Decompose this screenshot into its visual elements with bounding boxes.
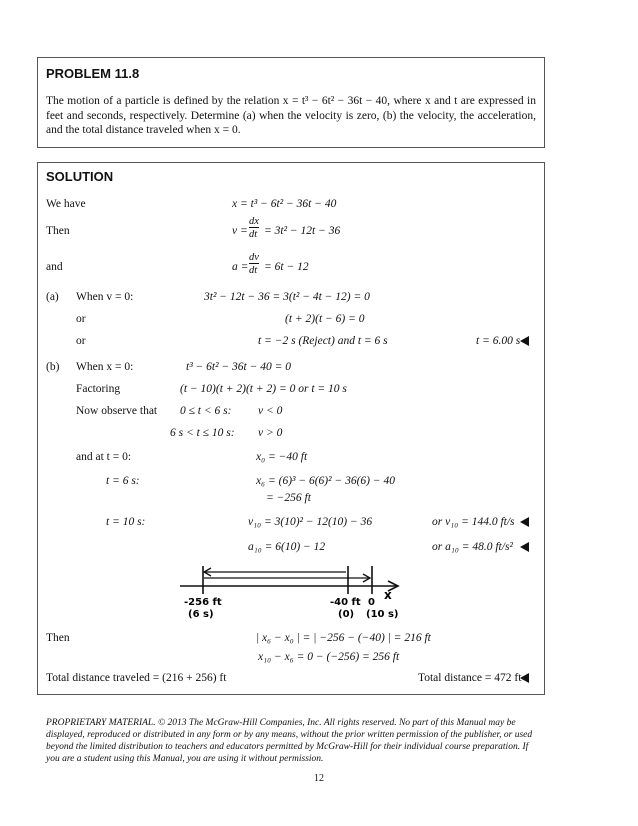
copyright-footer: PROPRIETARY MATERIAL. © 2013 The McGraw-Hill Companies, Inc. All rights reserved. No part of this Manual may be displayed, reproduced or distributed in any form or by any means, without the prior written permission of the publisher, or used beyond the limited distribution to teachers and educators permitted by McGraw-Hill for their individual course preparation. If you are a student using this Manual, you are using it without permission. bbox=[46, 718, 533, 764]
range-2-result: v > 0 bbox=[258, 427, 283, 439]
acceleration-lhs: a = bbox=[232, 261, 249, 273]
range-1-result: v < 0 bbox=[258, 405, 283, 417]
velocity-derivative-numerator: dx bbox=[249, 216, 259, 227]
problem-statement: The motion of a particle is defined by the relation x = t³ − 6t² − 36t − 40, where x and t are expressed in feet and seconds, respectively. Determine (a) when the velocity is zero, (b) the velocity, the acceleration, and the total distance traveled when x = 0. bbox=[46, 95, 536, 136]
x0-equation: x₀ = −40 ft bbox=[256, 451, 308, 463]
v10-equation: v₁₀ = 3(10)² − 12(10) − 36 bbox=[248, 516, 373, 528]
distance-equation-1: | x₆ − x₀ | = | −256 − (−40) | = 216 ft bbox=[256, 632, 431, 644]
part-b-equation-1: t³ − 6t² − 36t − 40 = 0 bbox=[186, 361, 292, 373]
label-minus-256: -256 ft bbox=[184, 597, 222, 608]
x6-result: = −256 ft bbox=[266, 492, 311, 504]
problem-title: PROBLEM 11.8 bbox=[46, 66, 140, 81]
position-diagram bbox=[170, 558, 410, 620]
part-a-label: (a) bbox=[46, 291, 59, 303]
page-number: 12 bbox=[314, 773, 324, 784]
v10-answer: or v₁₀ = 144.0 ft/s bbox=[432, 516, 515, 528]
velocity-derivative-denominator: dt bbox=[249, 229, 258, 240]
label-minus-40: -40 ft bbox=[330, 597, 361, 608]
total-distance-label: Total distance traveled = (216 + 256) ft bbox=[46, 672, 227, 684]
distance-equation-2: x₁₀ − x₆ = 0 − (−256) = 256 ft bbox=[258, 651, 400, 663]
t6-label: t = 6 s: bbox=[106, 475, 140, 487]
part-b-condition: When x = 0: bbox=[76, 361, 134, 373]
part-a-or-2: or bbox=[76, 335, 86, 347]
part-a-or-1: or bbox=[76, 313, 86, 325]
observe-label: Now observe that bbox=[76, 405, 158, 417]
label-10s: (10 s) bbox=[366, 609, 399, 620]
at-t0-label: and at t = 0: bbox=[76, 451, 132, 463]
t10-label: t = 10 s: bbox=[106, 516, 146, 528]
and-label: and bbox=[46, 261, 63, 273]
solution-title: SOLUTION bbox=[46, 169, 114, 184]
part-a-equation-3: t = −2 s (Reject) and t = 6 s bbox=[258, 335, 388, 347]
position-equation: x = t³ − 6t² − 36t − 40 bbox=[232, 198, 337, 210]
range-2: 6 s < t ≤ 10 s: bbox=[170, 427, 235, 439]
part-a-answer: t = 6.00 s bbox=[476, 335, 521, 347]
label-6s: (6 s) bbox=[188, 609, 214, 620]
label-t0: (0) bbox=[338, 609, 355, 620]
then-label-2: Then bbox=[46, 632, 70, 644]
factoring-equation: (t − 10)(t + 2)(t + 2) = 0 or t = 10 s bbox=[180, 383, 347, 395]
answer-arrow-icon bbox=[520, 336, 529, 346]
part-a-condition: When v = 0: bbox=[76, 291, 134, 303]
velocity-lhs: v = bbox=[232, 225, 248, 237]
total-distance-answer: Total distance = 472 ft bbox=[418, 672, 522, 684]
acceleration-derivative-denominator: dt bbox=[249, 265, 258, 276]
acceleration-derivative-numerator: dv bbox=[249, 252, 259, 263]
label-zero: 0 bbox=[368, 597, 375, 608]
range-1: 0 ≤ t < 6 s: bbox=[180, 405, 232, 417]
answer-arrow-icon bbox=[520, 673, 529, 683]
part-b-label: (b) bbox=[46, 361, 60, 373]
answer-arrow-icon bbox=[520, 542, 529, 552]
a10-answer: or a₁₀ = 48.0 ft/s² bbox=[432, 541, 513, 553]
answer-arrow-icon bbox=[520, 517, 529, 527]
velocity-rhs: = 3t² − 12t − 36 bbox=[264, 225, 341, 237]
part-a-equation-2: (t + 2)(t − 6) = 0 bbox=[285, 313, 365, 325]
we-have-label: We have bbox=[46, 198, 86, 210]
x6-equation: x₆ = (6)³ − 6(6)² − 36(6) − 40 bbox=[256, 475, 396, 487]
axis-label-x: x bbox=[384, 588, 392, 602]
factoring-label: Factoring bbox=[76, 383, 121, 395]
then-label: Then bbox=[46, 225, 70, 237]
part-a-equation-1: 3t² − 12t − 36 = 3(t² − 4t − 12) = 0 bbox=[204, 291, 370, 303]
a10-equation: a₁₀ = 6(10) − 12 bbox=[248, 541, 326, 553]
acceleration-rhs: = 6t − 12 bbox=[264, 261, 309, 273]
